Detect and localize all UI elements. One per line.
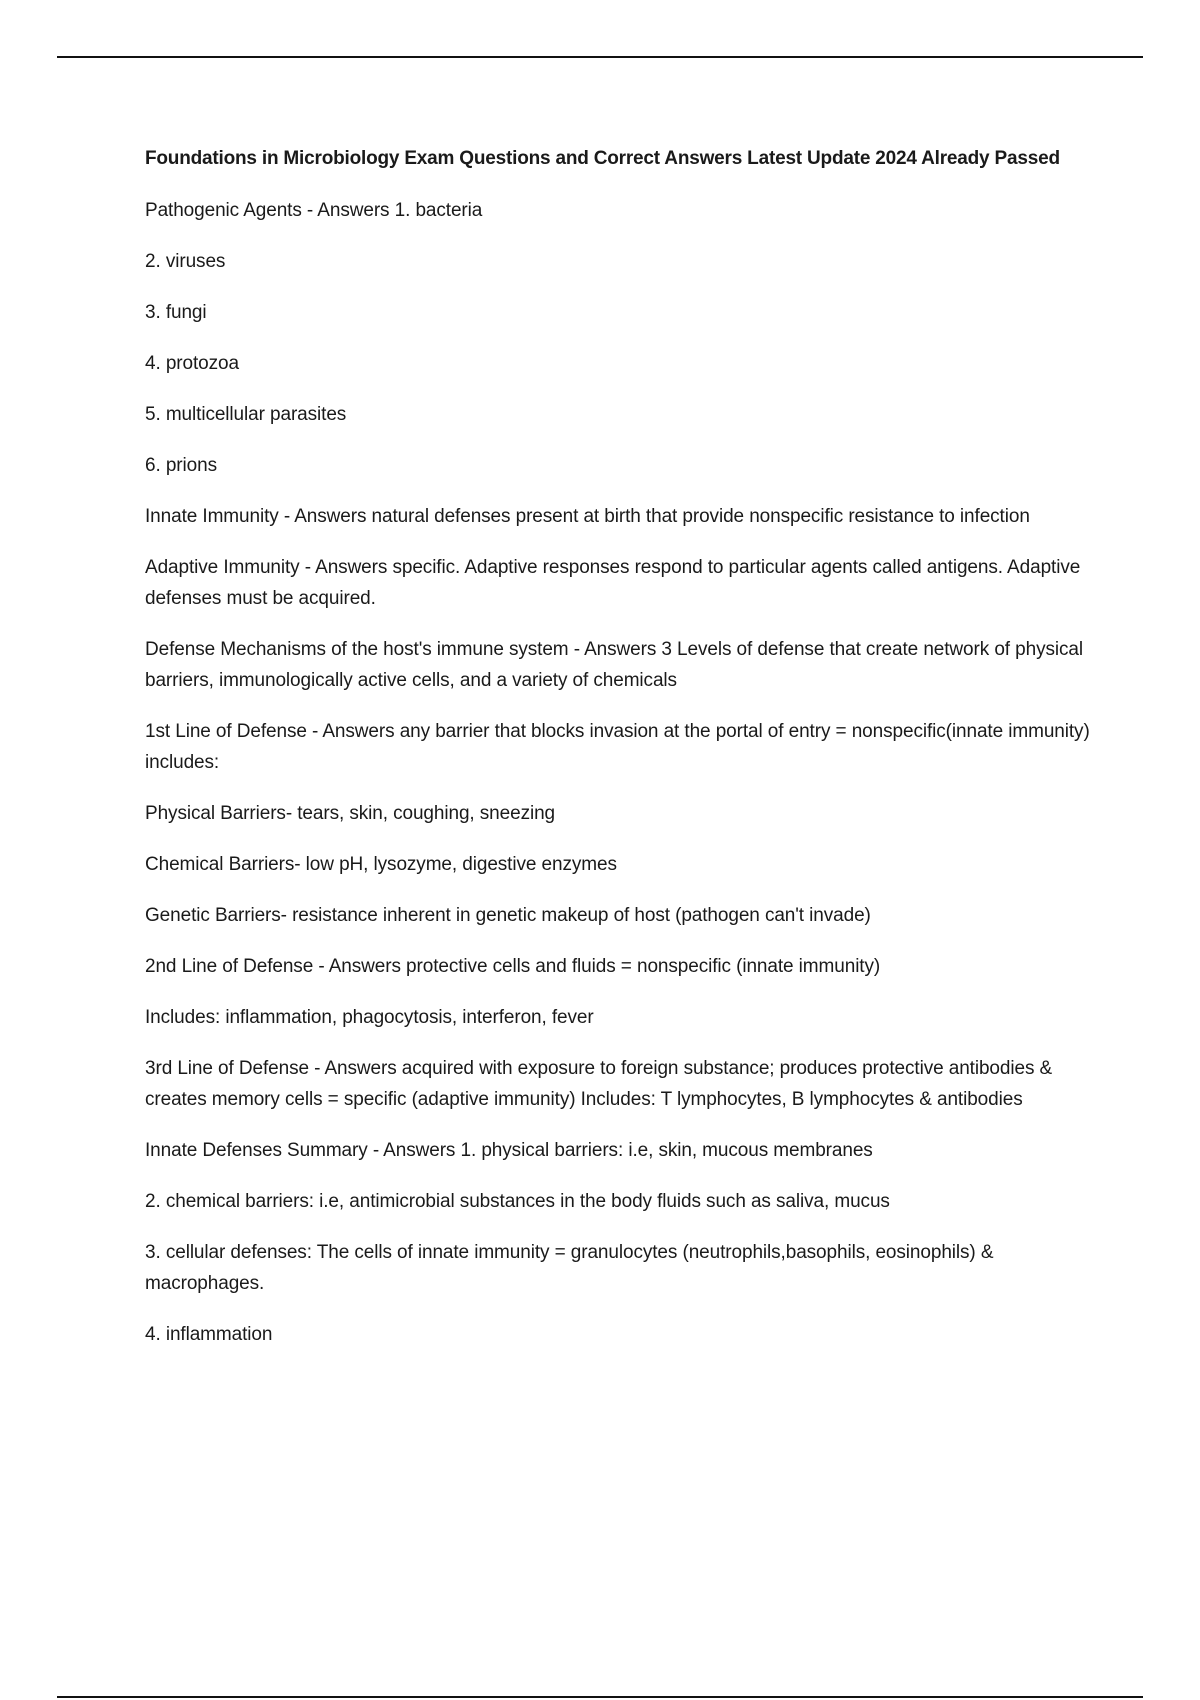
- footer-rule: [57, 1696, 1143, 1698]
- paragraph-defense-mechanisms: Defense Mechanisms of the host's immune system - Answers 3 Levels of defense that create network of physical barriers, immunologically active cells, and a variety of chemicals: [145, 639, 1083, 691]
- paragraph-second-line-includes: Includes: inflammation, phagocytosis, interferon, fever: [145, 1007, 594, 1028]
- header-rule: [57, 56, 1143, 58]
- paragraph-prions: 6. prions: [145, 455, 217, 476]
- paragraph-viruses: 2. viruses: [145, 251, 226, 272]
- paragraph-innate-immunity: Innate Immunity - Answers natural defenses present at birth that provide nonspecific resistance to infection: [145, 506, 1030, 527]
- paragraph-adaptive-immunity: Adaptive Immunity - Answers specific. Adaptive responses respond to particular agents called antigens. Adaptive defenses must be acquired.: [145, 557, 1081, 609]
- paragraph-pathogenic-agents: Pathogenic Agents - Answers 1. bacteria: [145, 200, 483, 221]
- document-title: Foundations in Microbiology Exam Questions and Correct Answers Latest Update 2024 Already Passed: [145, 148, 1060, 169]
- paragraph-genetic-barriers: Genetic Barriers- resistance inherent in genetic makeup of host (pathogen can't invade): [145, 905, 871, 926]
- paragraph-chemical-barriers-summary: 2. chemical barriers: i.e, antimicrobial substances in the body fluids such as saliva, mucus: [145, 1191, 890, 1212]
- paragraph-fungi: 3. fungi: [145, 302, 207, 323]
- paragraph-second-line-defense: 2nd Line of Defense - Answers protective cells and fluids = nonspecific (innate immunity): [145, 956, 881, 977]
- paragraph-physical-barriers: Physical Barriers- tears, skin, coughing, sneezing: [145, 803, 556, 824]
- paragraph-protozoa: 4. protozoa: [145, 353, 239, 374]
- paragraph-first-line-defense: 1st Line of Defense - Answers any barrier that blocks invasion at the portal of entry = nonspecific(innate immunity) includes:: [145, 721, 1090, 773]
- paragraph-chemical-barriers: Chemical Barriers- low pH, lysozyme, digestive enzymes: [145, 854, 617, 875]
- paragraph-cellular-defenses: 3. cellular defenses: The cells of innate immunity = granulocytes (neutrophils,basophils, eosinophils) & macrophages.: [145, 1242, 994, 1294]
- paragraph-multicellular-parasites: 5. multicellular parasites: [145, 404, 347, 425]
- paragraph-inflammation: 4. inflammation: [145, 1324, 273, 1345]
- document-body: [145, 145, 1095, 1370]
- paragraph-innate-defenses-summary: Innate Defenses Summary - Answers 1. physical barriers: i.e, skin, mucous membranes: [145, 1140, 873, 1161]
- paragraph-third-line-defense: 3rd Line of Defense - Answers acquired with exposure to foreign substance; produces protective antibodies & creates memory cells = specific (adaptive immunity) Includes: T lymphocytes, B lymphocytes & antibodies: [145, 1058, 1053, 1110]
